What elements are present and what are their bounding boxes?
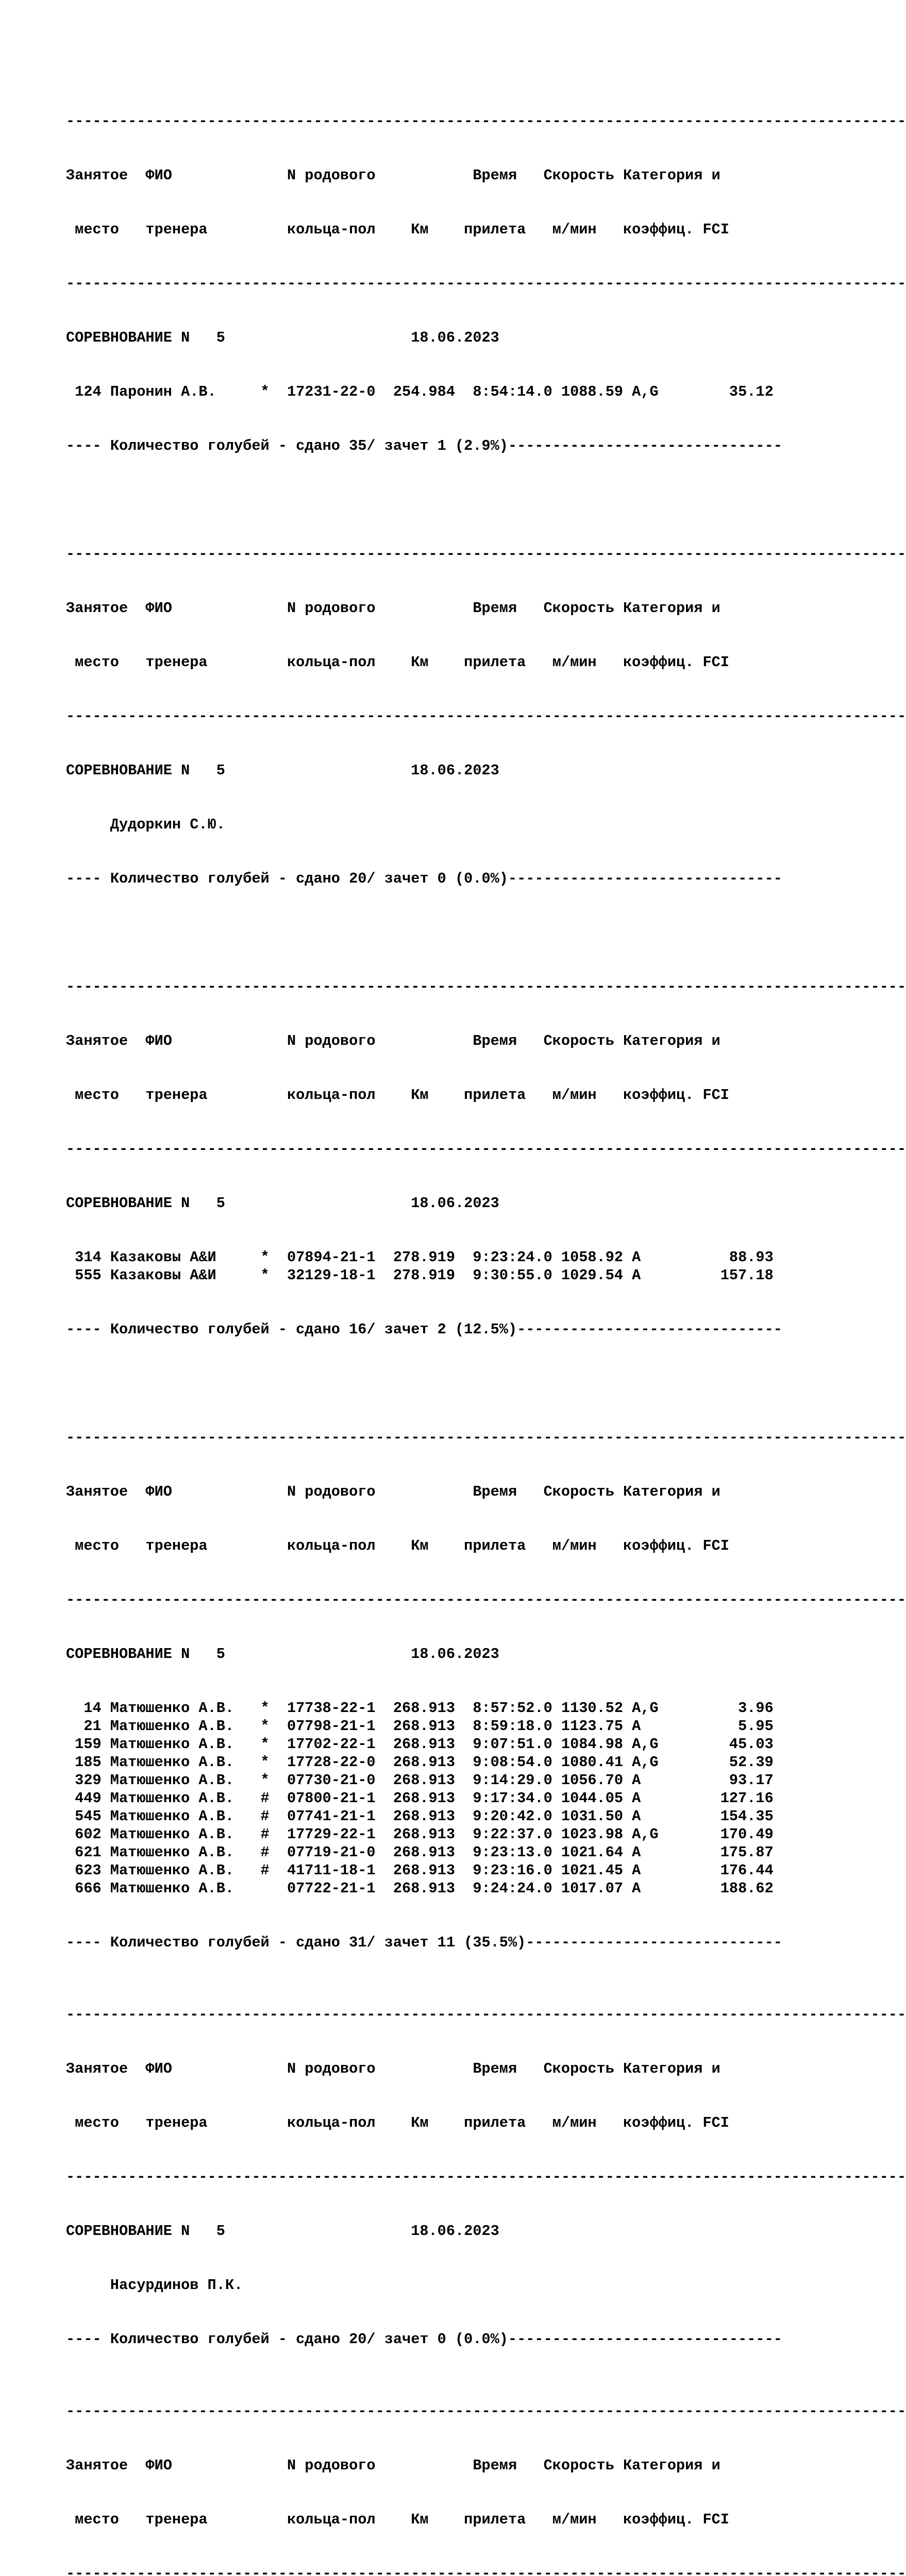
entries-list: [66, 1248, 844, 1284]
table-row: 185 Матюшенко А.В. * 17728-22-0 268.913 9:08:54.0 1080.41 A,G 52.39: [66, 1754, 774, 1771]
table-header-rule: -----------------------------------------------------------------------------------------------: [66, 2168, 906, 2185]
competition-line: СОРЕВНОВАНИЕ N 5 18.06.2023: [66, 1195, 499, 1212]
table-row: 159 Матюшенко А.В. * 17702-22-1 268.913 9:07:51.0 1084.98 A,G 45.03: [66, 1736, 774, 1753]
competition-line: СОРЕВНОВАНИЕ N 5 18.06.2023: [66, 329, 499, 346]
table-header-row-2: место тренера кольца-пол Км прилета м/мин коэффиц. FCI: [66, 221, 729, 238]
blank-line: [66, 1375, 844, 1393]
competition-line: СОРЕВНОВАНИЕ N 5 18.06.2023: [66, 762, 499, 779]
table-header-rule: -----------------------------------------------------------------------------------------------: [66, 2565, 906, 2576]
table-header-row-2: место тренера кольца-пол Км прилета м/мин коэффиц. FCI: [66, 1087, 729, 1104]
blank-line: [66, 491, 844, 509]
table-row: Дудоркин С.Ю.: [66, 816, 225, 833]
table-top-rule: -----------------------------------------------------------------------------------------------: [66, 978, 906, 995]
table-row: 124 Паронин А.В. * 17231-22-0 254.984 8:54:14.0 1088.59 A,G 35.12: [66, 383, 774, 400]
table-header-row-2: место тренера кольца-пол Км прилета м/мин коэффиц. FCI: [66, 2511, 729, 2528]
table-row: 314 Казаковы А&И * 07894-21-1 278.919 9:23:24.0 1058.92 A 88.93: [66, 1249, 774, 1266]
table-row: 21 Матюшенко А.В. * 07798-21-1 268.913 8:59:18.0 1123.75 A 5.95: [66, 1718, 774, 1735]
table-top-rule: -----------------------------------------------------------------------------------------------: [66, 546, 906, 563]
competition-line: СОРЕВНОВАНИЕ N 5 18.06.2023: [66, 1646, 499, 1663]
table-top-rule: -----------------------------------------------------------------------------------------------: [66, 2006, 906, 2023]
table-header-row-2: место тренера кольца-пол Км прилета м/мин коэффиц. FCI: [66, 2114, 729, 2131]
table-row: 545 Матюшенко А.В. # 07741-21-1 268.913 9:20:42.0 1031.50 A 154.35: [66, 1808, 774, 1825]
table-header-row-1: Занятое ФИО N родового Время Скорость Категория и: [66, 2060, 720, 2077]
table-header-row-1: Занятое ФИО N родового Время Скорость Категория и: [66, 1483, 720, 1500]
table-header-row-1: Занятое ФИО N родового Время Скорость Категория и: [66, 1032, 720, 1049]
table-header-row-1: Занятое ФИО N родового Время Скорость Категория и: [66, 600, 720, 617]
table-row: 14 Матюшенко А.В. * 17738-22-1 268.913 8:57:52.0 1130.52 A,G 3.96: [66, 1700, 774, 1717]
table-header-row-2: место тренера кольца-пол Км прилета м/мин коэффиц. FCI: [66, 1537, 729, 1554]
summary-line: ---- Количество голубей - сдано 31/ зачет 11 (35.5%)-----------------------------: [66, 1934, 782, 1951]
table-header-rule: -----------------------------------------------------------------------------------------------: [66, 275, 906, 292]
entries-list: [66, 1699, 844, 1897]
summary-line: ---- Количество голубей - сдано 20/ зачет 0 (0.0%)-------------------------------: [66, 870, 782, 887]
table-row: 329 Матюшенко А.В. * 07730-21-0 268.913 9:14:29.0 1056.70 A 93.17: [66, 1772, 774, 1789]
table-top-rule: -----------------------------------------------------------------------------------------------: [66, 113, 906, 130]
summary-line: ---- Количество голубей - сдано 20/ зачет 0 (0.0%)-------------------------------: [66, 2331, 782, 2348]
table-row: 666 Матюшенко А.В. 07722-21-1 268.913 9:24:24.0 1017.07 A 188.62: [66, 1880, 774, 1897]
table-top-rule: -----------------------------------------------------------------------------------------------: [66, 2403, 906, 2420]
table-header-rule: -----------------------------------------------------------------------------------------------: [66, 1141, 906, 1158]
table-row: 623 Матюшенко А.В. # 41711-18-1 268.913 9:23:16.0 1021.45 A 176.44: [66, 1862, 774, 1879]
table-header-row-1: Занятое ФИО N родового Время Скорость Категория и: [66, 2457, 720, 2474]
table-row: 449 Матюшенко А.В. # 07800-21-1 268.913 9:17:34.0 1044.05 A 127.16: [66, 1790, 774, 1807]
table-row: 602 Матюшенко А.В. # 17729-22-1 268.913 9:22:37.0 1023.98 A,G 170.49: [66, 1826, 774, 1843]
entries-list: [66, 816, 844, 834]
table-row: Насурдинов П.К.: [66, 2277, 243, 2294]
table-header-row-1: Занятое ФИО N родового Время Скорость Категория и: [66, 167, 720, 184]
table-header-rule: -----------------------------------------------------------------------------------------------: [66, 708, 906, 725]
entries-list: [66, 2276, 844, 2294]
summary-line: ---- Количество голубей - сдано 35/ зачет 1 (2.9%)-------------------------------: [66, 437, 782, 454]
summary-line: ---- Количество голубей - сдано 16/ зачет 2 (12.5%)------------------------------: [66, 1321, 782, 1338]
entries-list: [66, 383, 844, 401]
blank-line: [66, 924, 844, 942]
table-row: 621 Матюшенко А.В. # 07719-21-0 268.913 9:23:13.0 1021.64 A 175.87: [66, 1844, 774, 1861]
race-results-document: [66, 40, 906, 2576]
table-top-rule: -----------------------------------------------------------------------------------------------: [66, 1429, 906, 1446]
competition-line: СОРЕВНОВАНИЕ N 5 18.06.2023: [66, 2223, 499, 2240]
table-header-rule: -----------------------------------------------------------------------------------------------: [66, 1591, 906, 1608]
table-row: 555 Казаковы А&И * 32129-18-1 278.919 9:30:55.0 1029.54 A 157.18: [66, 1267, 774, 1284]
table-header-row-2: место тренера кольца-пол Км прилета м/мин коэффиц. FCI: [66, 654, 729, 671]
